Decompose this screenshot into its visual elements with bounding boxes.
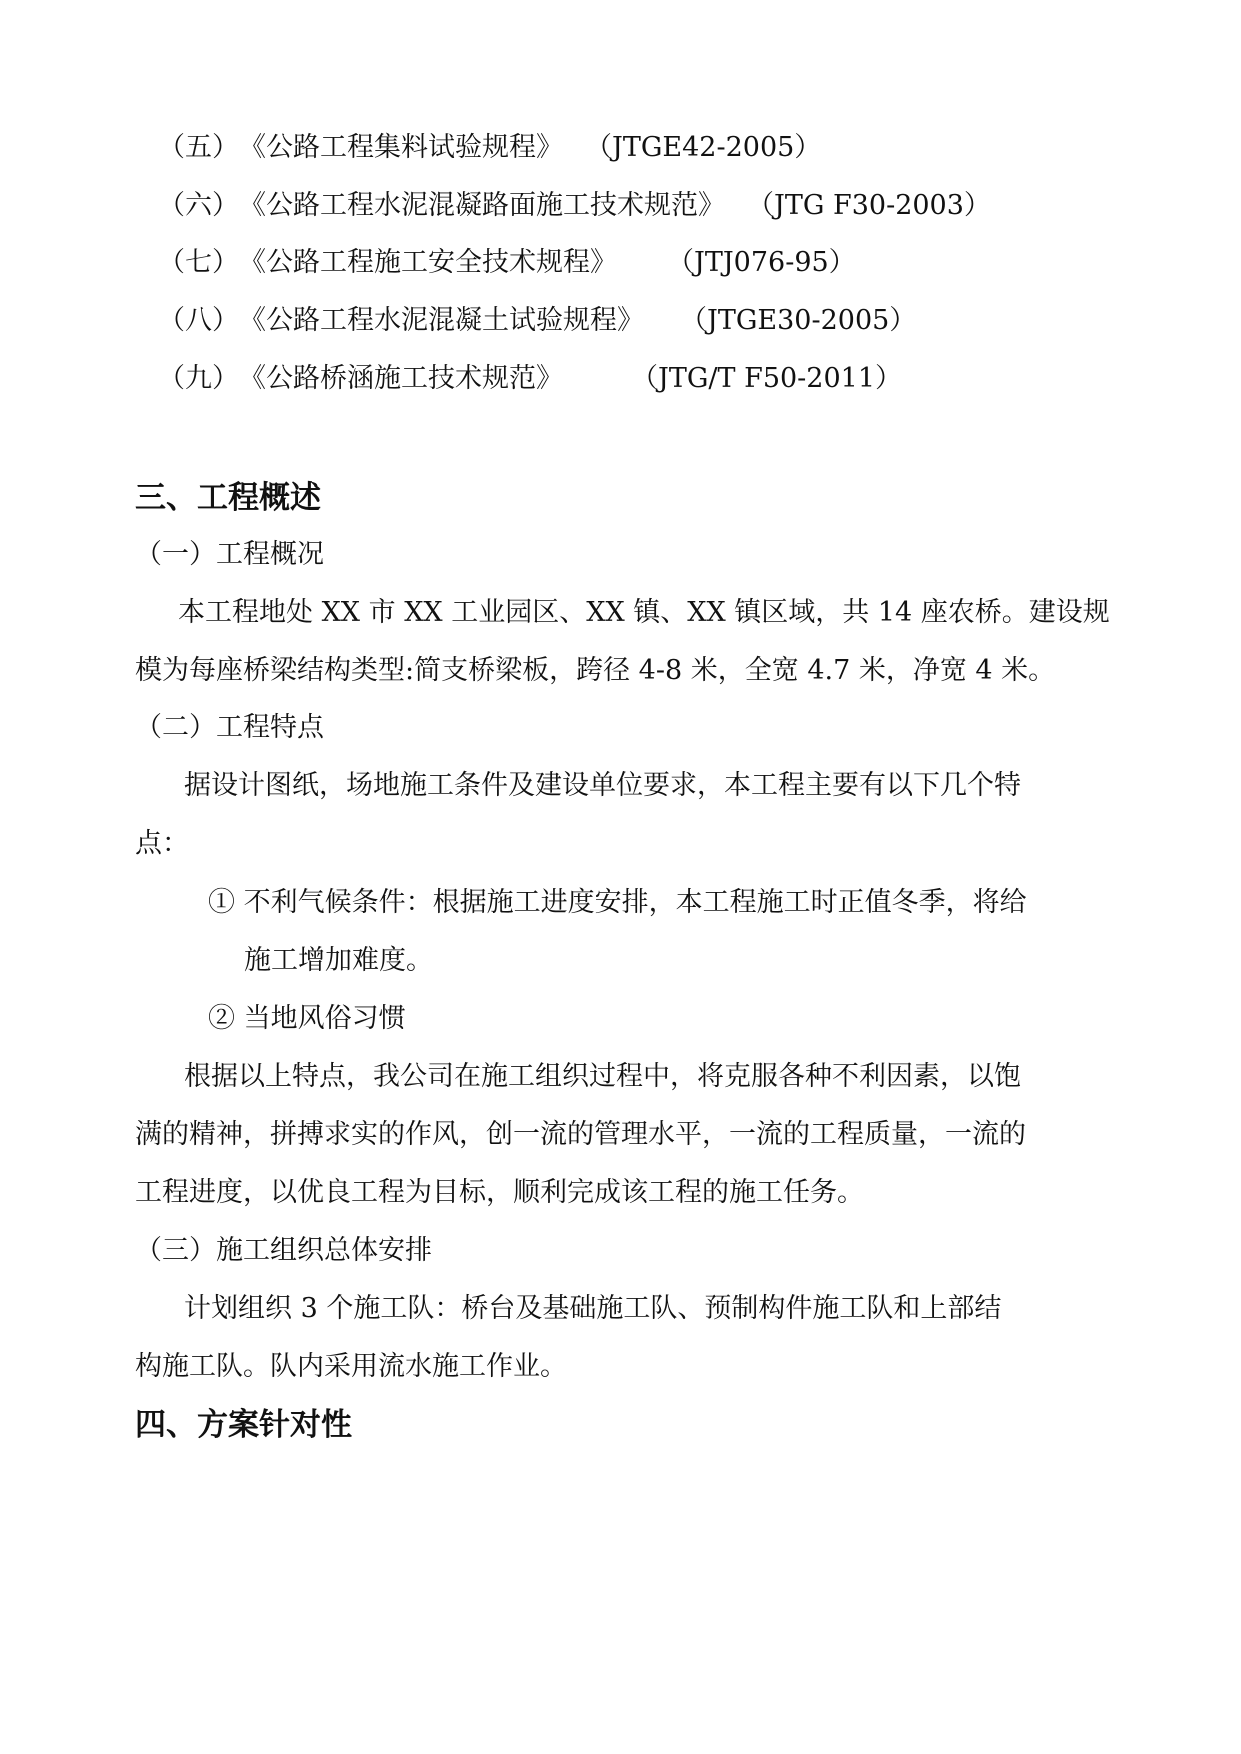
section-heading: 三、工程概述 (135, 480, 321, 516)
standard-item (158, 128, 821, 168)
standard-title: 《公路工程水泥混凝土试验规程》 (239, 305, 644, 336)
standard-title: 《公路工程集料试验规程》 (239, 132, 563, 163)
standard-item (158, 243, 856, 283)
standard-prefix: （六） (158, 190, 239, 221)
section-heading: 四、方案针对性 (135, 1407, 352, 1443)
standard-code: （JTG/T F50-2011） (631, 363, 903, 394)
standard-prefix: （五） (158, 132, 239, 163)
list-item-continuation: 施工增加难度。 (244, 945, 433, 976)
paragraph-line: 工程进度，以优良工程为目标，顺利完成该工程的施工任务。 (135, 1177, 864, 1208)
standard-title: 《公路工程施工安全技术规程》 (239, 247, 617, 278)
standard-item (158, 359, 902, 399)
subsection-heading: （二）工程特点 (135, 712, 324, 743)
paragraph-line: 计划组织 3 个施工队：桥台及基础施工队、预制构件施工队和上部结 (184, 1293, 1002, 1324)
standard-item (158, 301, 916, 341)
standard-title: 《公路工程水泥混凝路面施工技术规范》 (239, 190, 725, 221)
paragraph-line: 满的精神，拼搏求实的作风，创一流的管理水平，一流的工程质量，一流的 (135, 1119, 1026, 1150)
paragraph-line: 据设计图纸，场地施工条件及建设单位要求，本工程主要有以下几个特 (184, 770, 1021, 801)
standard-code: （JTG F30-2003） (747, 190, 991, 221)
paragraph-line: 根据以上特点，我公司在施工组织过程中，将克服各种不利因素，以饱 (184, 1061, 1021, 1092)
paragraph-line: 构施工队。队内采用流水施工作业。 (135, 1351, 567, 1382)
paragraph-line: 点： (135, 828, 189, 859)
standard-code: （JTGE30-2005） (680, 305, 917, 336)
list-item: ② 当地风俗习惯 (208, 1003, 406, 1034)
standard-code: （JTGE42-2005） (585, 132, 822, 163)
standard-prefix: （八） (158, 305, 239, 336)
list-item: ① 不利气候条件：根据施工进度安排，本工程施工时正值冬季，将给 (208, 887, 1027, 918)
paragraph-line: 模为每座桥梁结构类型:简支桥梁板，跨径 4-8 米，全宽 4.7 米，净宽 4 米。 (135, 655, 1056, 686)
standard-code: （JTJ076-95） (667, 247, 856, 278)
standard-title: 《公路桥涵施工技术规范》 (239, 363, 563, 394)
standard-item (158, 186, 991, 226)
standard-prefix: （七） (158, 247, 239, 278)
subsection-heading: （一）工程概况 (135, 539, 324, 570)
standard-prefix: （九） (158, 363, 239, 394)
subsection-heading: （三）施工组织总体安排 (135, 1235, 432, 1266)
paragraph-line: 本工程地处 XX 市 XX 工业园区、XX 镇、XX 镇区域，共 14 座农桥。建设规 (178, 597, 1110, 628)
